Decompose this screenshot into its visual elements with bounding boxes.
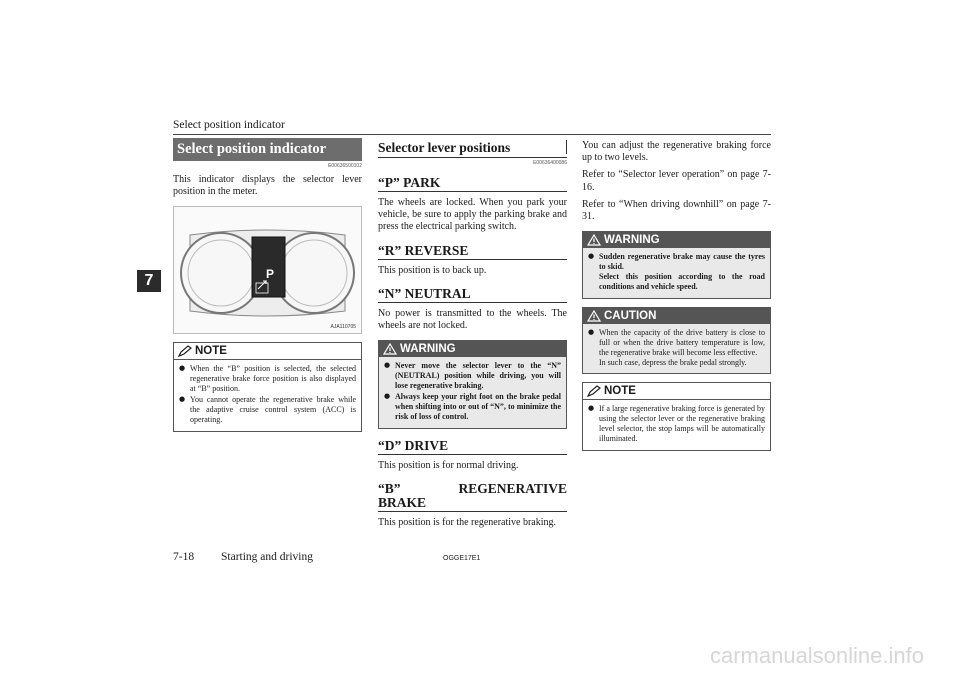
caution-label: CAUTION xyxy=(604,309,657,322)
note-label: NOTE xyxy=(195,345,227,358)
drive-text: This position is for normal driving. xyxy=(378,459,519,471)
caution-item: ● When the capacity of the drive battery is close to full or when the drive battery temperature is low, the regenerative brake will become less effective. In such case, depress the brake pedal strongly. xyxy=(588,327,765,367)
note-item: ● When the “B” position is selected, the selected regenerative brake force position is also displayed at “B” position. xyxy=(179,364,356,394)
heading-drive: “D” DRIVE xyxy=(378,439,567,455)
regen-para-1: You can adjust the regenerative braking force up to two levels. xyxy=(582,140,771,164)
note-body xyxy=(174,360,361,430)
caution-box xyxy=(582,307,771,375)
note-header xyxy=(174,343,361,360)
pencil-icon xyxy=(178,345,192,357)
watermark[interactable]: carmanualsonline.info xyxy=(709,643,924,668)
warning-header xyxy=(583,232,770,248)
bullet-icon: ● xyxy=(588,404,595,413)
note-item: ● If a large regenerative braking force is generated by using the selector lever or the regenerative braking level selector, the stop lamps will be automatically illuminated. xyxy=(588,404,765,444)
bullet-icon: ● xyxy=(384,361,391,370)
section-title-selector-lever: Selector lever positions xyxy=(378,140,567,158)
footer-chapter-name: Starting and driving xyxy=(221,551,313,563)
bullet-icon: ● xyxy=(179,364,186,373)
heading-neutral: “N” NEUTRAL xyxy=(378,287,567,303)
warning-box-regen xyxy=(582,231,771,299)
header-rule xyxy=(173,134,771,135)
column-3 xyxy=(582,138,771,451)
note-label: NOTE xyxy=(604,385,636,398)
note-body xyxy=(583,400,770,450)
section-code: E00636400086 xyxy=(533,160,567,166)
bullet-icon: ● xyxy=(588,327,595,336)
gear-indicator-letter: P xyxy=(266,267,275,282)
regen-para-2: Refer to “Selector lever operation” on page 7-16. xyxy=(582,169,771,193)
warning-triangle-icon xyxy=(587,310,601,322)
meter-illustration xyxy=(173,206,362,334)
bullet-icon: ● xyxy=(179,395,186,404)
warning-triangle-icon xyxy=(383,343,397,355)
section-code: E00636500102 xyxy=(328,163,362,169)
heading-reverse: “R” REVERSE xyxy=(378,244,567,260)
warning-body xyxy=(379,357,566,427)
park-text: The wheels are locked. When you park your vehicle, be sure to apply the parking brake and press the electrical parking switch. xyxy=(378,197,567,233)
warning-item: ● Sudden regenerative brake may cause the tyres to skid. Select this position according to the road conditions and vehicle speed. xyxy=(588,252,765,291)
pencil-icon xyxy=(587,385,601,397)
chapter-tab: 7 xyxy=(137,270,161,292)
note-header xyxy=(583,383,770,400)
note-item: ● You cannot operate the regenerative brake while the adaptive cruise control system (ACC) is operating. xyxy=(179,395,356,424)
intro-text: This indicator displays the selector lever position in the meter. xyxy=(173,174,362,198)
heading-brake: “B” REGENERATIVE BRAKE xyxy=(378,480,567,510)
column-1 xyxy=(173,138,362,432)
caution-header xyxy=(583,308,770,324)
footer-page-number: 7-18 xyxy=(173,551,195,563)
warning-label: WARNING xyxy=(604,234,660,247)
heading-park: “P” PARK xyxy=(378,176,567,192)
warning-body xyxy=(583,248,770,298)
warning-box-neutral xyxy=(378,340,567,428)
bullet-icon: ● xyxy=(588,252,595,261)
warning-item: ● Never move the selector lever to the “N” (NEUTRAL) position while driving, you will lose regenerative braking. xyxy=(384,361,561,391)
running-header: Select position indicator xyxy=(173,119,285,131)
illustration-code: AJA110705 xyxy=(330,324,356,331)
note-box-2 xyxy=(582,382,771,451)
note-box-1 xyxy=(173,342,362,431)
column-2 xyxy=(378,138,567,534)
section-title-select-position: Select position indicator xyxy=(173,138,362,161)
caution-body xyxy=(583,324,770,374)
bullet-icon: ● xyxy=(384,391,391,400)
warning-item: ● Always keep your right foot on the brake pedal when shifting into or out of “N”, to minimize the risk of loss of control. xyxy=(384,391,561,421)
brake-text: This position is for the regenerative braking. xyxy=(378,516,557,528)
warning-header xyxy=(379,341,566,357)
footer-doc-code: OGGE17E1 xyxy=(443,555,481,562)
warning-triangle-icon xyxy=(587,234,601,246)
regen-para-3: Refer to “When driving downhill” on page 7-31. xyxy=(582,198,771,223)
reverse-text: This position is to back up. xyxy=(378,264,487,276)
warning-label: WARNING xyxy=(400,343,456,356)
neutral-text: No power is transmitted to the wheels. The wheels are not locked. xyxy=(378,307,567,332)
